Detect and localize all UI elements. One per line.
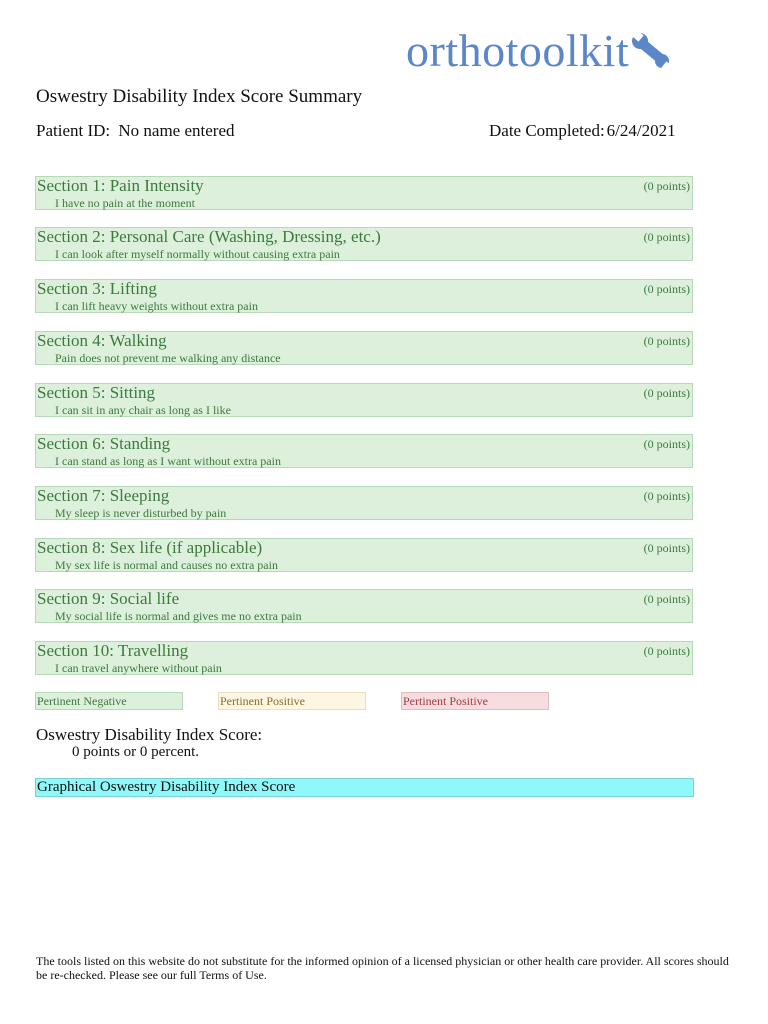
section-title: Section 7: Sleeping — [37, 486, 170, 505]
graph-header: Graphical Oswestry Disability Index Score — [35, 778, 694, 797]
legend-pertinent-positive-severe: Pertinent Positive — [401, 692, 549, 710]
section-points: (0 points) — [643, 541, 690, 555]
section-row — [35, 434, 693, 468]
section-answer: I can lift heavy weights without extra pain — [55, 299, 258, 313]
section-answer: I can sit in any chair as long as I like — [55, 403, 231, 417]
legend-pertinent-negative: Pertinent Negative — [35, 692, 183, 710]
section-row — [35, 486, 693, 520]
section-points: (0 points) — [643, 179, 690, 193]
patient-id-label: Patient ID: — [36, 121, 111, 140]
section-row — [35, 227, 693, 261]
section-title: Section 8: Sex life (if applicable) — [37, 538, 263, 557]
section-row — [35, 538, 693, 572]
section-answer: I can stand as long as I want without extra pain — [55, 454, 281, 468]
section-answer: I can look after myself normally without causing extra pain — [55, 247, 340, 261]
brand-logo[interactable] — [406, 25, 671, 76]
section-title: Section 6: Standing — [37, 434, 171, 453]
section-points: (0 points) — [643, 282, 690, 296]
section-answer: My social life is normal and gives me no extra pain — [55, 609, 302, 623]
section-answer: My sex life is normal and causes no extra pain — [55, 558, 278, 572]
section-row — [35, 331, 693, 365]
section-row — [35, 176, 693, 210]
date-completed — [489, 121, 676, 141]
section-row — [35, 641, 693, 675]
brand-name: orthotoolkit — [406, 25, 630, 76]
section-points: (0 points) — [643, 644, 690, 658]
disclaimer: The tools listed on this website do not substitute for the informed opinion of a licensed physician or other health care provider. All scores should be re-checked. Please see our full Terms of Use. — [36, 954, 729, 982]
section-answer: I have no pain at the moment — [55, 196, 195, 210]
section-answer: I can travel anywhere without pain — [55, 661, 222, 675]
section-points: (0 points) — [643, 386, 690, 400]
page-title: Oswestry Disability Index Score Summary — [36, 86, 363, 107]
section-row — [35, 589, 693, 623]
section-points: (0 points) — [643, 437, 690, 451]
section-title: Section 9: Social life — [37, 589, 180, 608]
section-title: Section 3: Lifting — [37, 279, 157, 298]
section-points: (0 points) — [643, 489, 690, 503]
patient-id — [36, 121, 235, 141]
score-value: 0 points or 0 percent. — [72, 744, 200, 760]
section-points: (0 points) — [643, 230, 690, 244]
legend-pertinent-positive-mild: Pertinent Positive — [218, 692, 366, 710]
section-title: Section 1: Pain Intensity — [37, 176, 204, 195]
section-row — [35, 383, 693, 417]
section-answer: My sleep is never disturbed by pain — [55, 506, 227, 520]
date-completed-value: 6/24/2021 — [606, 121, 676, 140]
wrench-icon — [631, 32, 671, 70]
patient-id-value: No name entered — [118, 121, 235, 140]
section-title: Section 4: Walking — [37, 331, 167, 350]
section-title: Section 2: Personal Care (Washing, Dressing, etc.) — [37, 227, 381, 246]
date-completed-label: Date Completed: — [489, 121, 605, 140]
section-row — [35, 279, 693, 313]
section-answer: Pain does not prevent me walking any distance — [55, 351, 281, 365]
score-label: Oswestry Disability Index Score: — [36, 725, 263, 744]
section-points: (0 points) — [643, 592, 690, 606]
section-title: Section 5: Sitting — [37, 383, 156, 402]
section-title: Section 10: Travelling — [37, 641, 189, 660]
section-points: (0 points) — [643, 334, 690, 348]
